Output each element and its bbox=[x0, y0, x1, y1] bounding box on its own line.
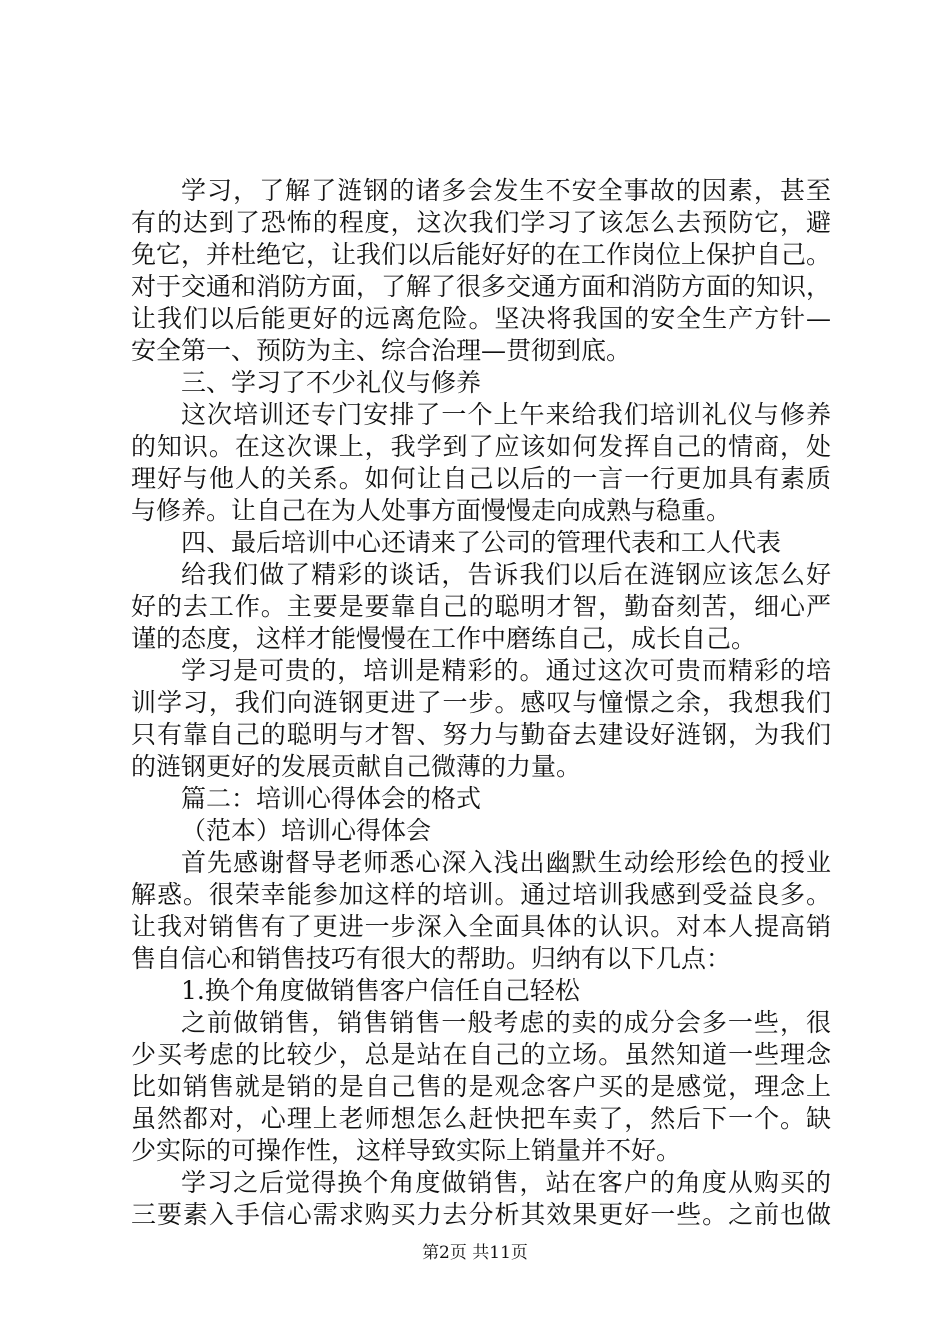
text-line: 的涟钢更好的发展贡献自己微薄的力量。 bbox=[131, 752, 582, 781]
text-line: 理好与他人的关系。如何让自己以后的一言一行更加具有素质 bbox=[131, 464, 831, 493]
text-line: （范本）培训心得体会 bbox=[181, 816, 432, 845]
text-line: 首先感谢督导老师悉心深入浅出幽默生动绘形绘色的授业 bbox=[181, 848, 831, 877]
text-line: 虽然都对，心理上老师想怎么赶快把车卖了，然后下一个。缺 bbox=[131, 1104, 831, 1133]
text-line: 三、学习了不少礼仪与修养 bbox=[181, 368, 482, 397]
text-line: 让我对销售有了更进一步深入全面具体的认识。对本人提高销 bbox=[131, 912, 831, 941]
text-line: 训学习，我们向涟钢更进了一步。感叹与憧憬之余，我想我们 bbox=[131, 688, 831, 717]
body-text bbox=[131, 175, 831, 1231]
text-line: 四、最后培训中心还请来了公司的管理代表和工人代表 bbox=[181, 528, 782, 557]
text-line: 与修养。让自己在为人处事方面慢慢走向成熟与稳重。 bbox=[131, 496, 732, 525]
text-line: 只有靠自己的聪明与才智、努力与勤奋去建设好涟钢，为我们 bbox=[131, 720, 831, 749]
text-line: 学习之后觉得换个角度做销售，站在客户的角度从购买的 bbox=[181, 1168, 831, 1197]
text-line: 学习是可贵的，培训是精彩的。通过这次可贵而精彩的培 bbox=[181, 656, 831, 685]
text-line: 给我们做了精彩的谈话，告诉我们以后在涟钢应该怎么好 bbox=[181, 560, 831, 589]
text-line: 有的达到了恐怖的程度，这次我们学习了该怎么去预防它，避 bbox=[131, 208, 831, 237]
text-line: 这次培训还专门安排了一个上午来给我们培训礼仪与修养 bbox=[181, 400, 831, 429]
text-line: 让我们以后能更好的远离危险。坚决将我国的安全生产方针— bbox=[131, 304, 831, 333]
text-line: 比如销售就是销的是自己售的是观念客户买的是感觉，理念上 bbox=[131, 1072, 831, 1101]
text-line: 的知识。在这次课上，我学到了应该如何发挥自己的情商，处 bbox=[131, 432, 831, 461]
text-line: 篇二：培训心得体会的格式 bbox=[181, 784, 482, 813]
text-line: 学习，了解了涟钢的诸多会发生不安全事故的因素，甚至 bbox=[181, 176, 831, 205]
text-line: 好的去工作。主要是要靠自己的聪明才智，勤奋刻苦，细心严 bbox=[131, 592, 831, 621]
text-line: 少买考虑的比较少，总是站在自己的立场。虽然知道一些理念 bbox=[131, 1040, 831, 1069]
text-line: 三要素入手信心需求购买力去分析其效果更好一些。之前也做 bbox=[131, 1200, 831, 1229]
page-footer: 第2页 共11页 bbox=[422, 1243, 528, 1263]
text-line: 免它，并杜绝它，让我们以后能好好的在工作岗位上保护自己。 bbox=[131, 240, 831, 269]
text-line: 谨的态度，这样才能慢慢在工作中磨练自己，成长自己。 bbox=[131, 624, 757, 653]
text-line: 售自信心和销售技巧有很大的帮助。归纳有以下几点： bbox=[131, 944, 732, 973]
text-line: 解惑。很荣幸能参加这样的培训。通过培训我感到受益良多。 bbox=[131, 880, 831, 909]
text-line: 对于交通和消防方面，了解了很多交通方面和消防方面的知识， bbox=[131, 272, 831, 301]
text-line: 之前做销售，销售销售一般考虑的卖的成分会多一些，很 bbox=[181, 1008, 831, 1037]
text-line: 安全第一、预防为主、综合治理—贯彻到底。 bbox=[131, 336, 632, 365]
text-line: 少实际的可操作性，这样导致实际上销量并不好。 bbox=[131, 1136, 682, 1165]
text-line: 1.换个角度做销售客户信任自己轻松 bbox=[181, 976, 580, 1005]
